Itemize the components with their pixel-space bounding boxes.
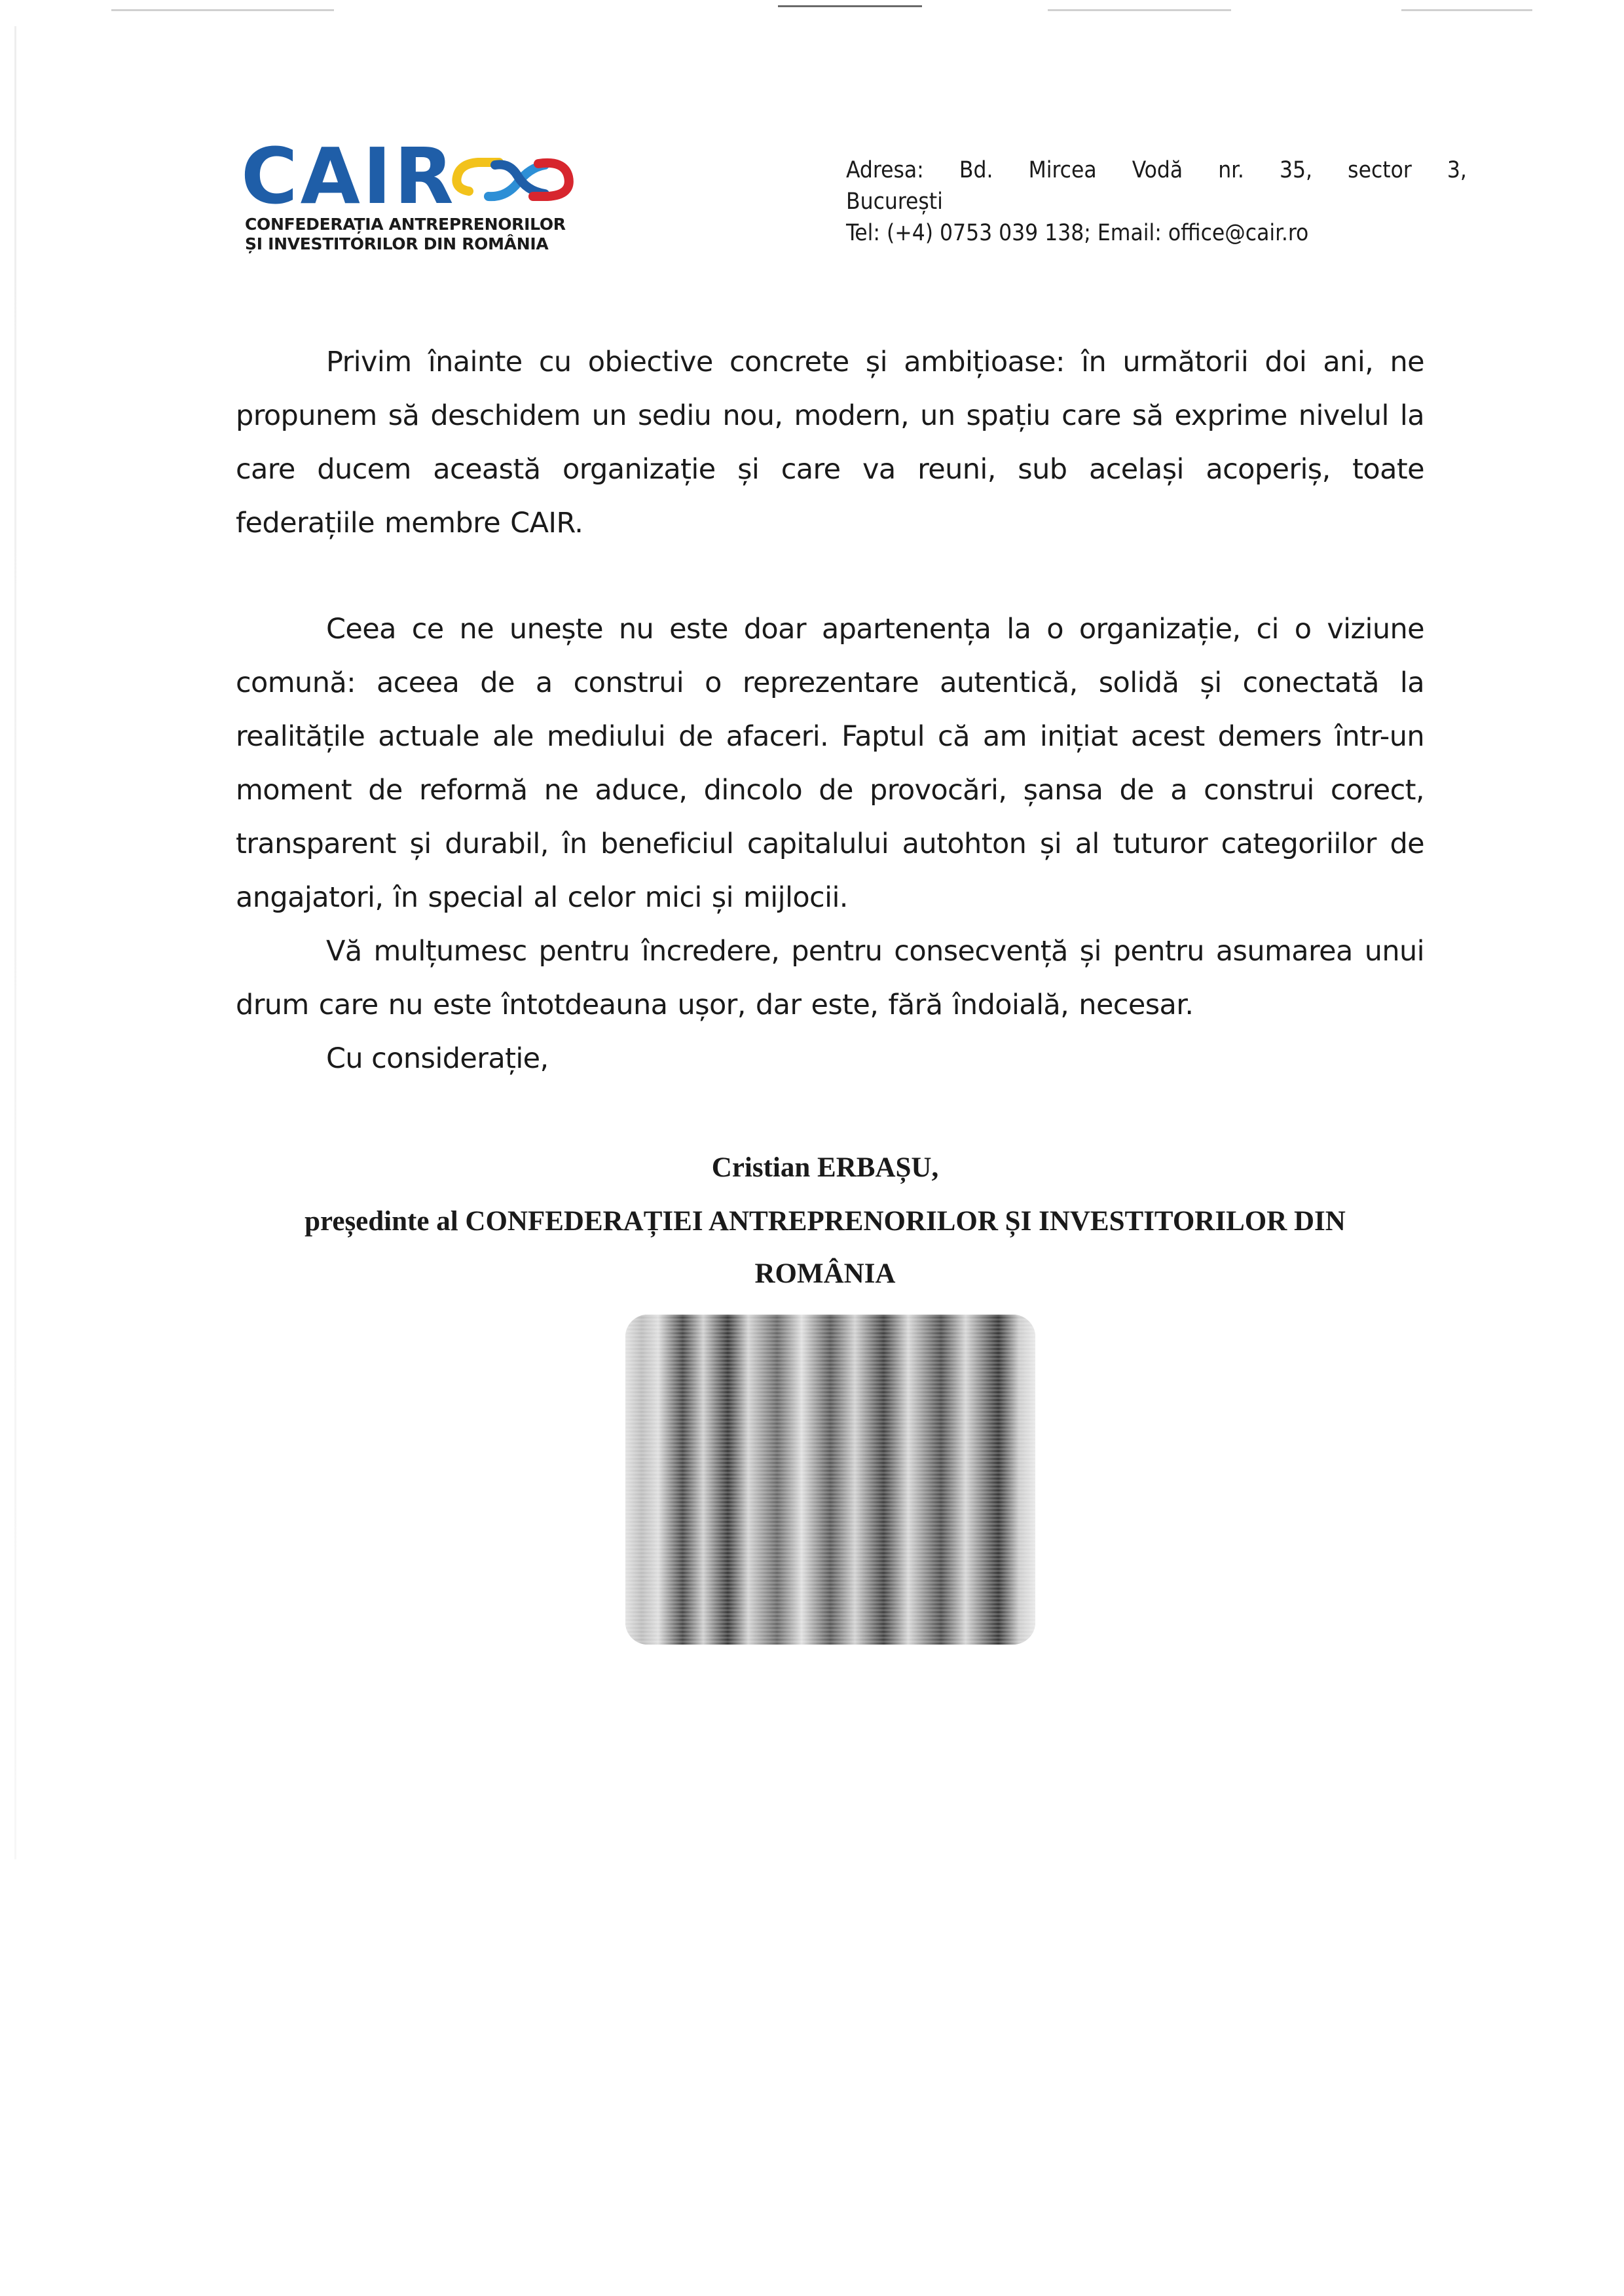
paragraph-text: Vă mulțumesc pentru încredere, pentru consecvență și pentru asumarea unui drum care nu este întotdeauna ușor, dar este, fără îndoială, necesar. bbox=[236, 935, 1424, 1021]
address-word: Adresa: bbox=[846, 157, 924, 183]
cair-logo bbox=[241, 131, 595, 255]
chain-link-icon bbox=[449, 151, 580, 210]
scan-artifact bbox=[111, 9, 334, 11]
redacted-signature bbox=[625, 1315, 1035, 1645]
address-line bbox=[846, 155, 1467, 186]
address-word: 35, bbox=[1280, 157, 1313, 183]
org-name-line-1: CONFEDERAȚIA ANTREPRENORILOR bbox=[245, 215, 566, 234]
address-word: Vodă bbox=[1132, 157, 1183, 183]
logo-wordmark: CAIR bbox=[241, 131, 456, 221]
address-city: București bbox=[846, 189, 943, 215]
scan-artifact bbox=[1048, 9, 1231, 11]
letter-paragraph bbox=[236, 602, 1424, 924]
signatory-title bbox=[183, 1195, 1467, 1300]
letter-paragraph bbox=[236, 335, 1424, 550]
scan-artifact bbox=[778, 5, 922, 7]
signatory-title-line: ROMÂNIA bbox=[754, 1258, 896, 1289]
address-word: sector bbox=[1348, 157, 1412, 183]
address-word: 3, bbox=[1447, 157, 1467, 183]
redaction-pattern bbox=[625, 1315, 1035, 1645]
paragraph-text: Privim înainte cu obiective concrete și ambițioase: în următorii doi ani, ne propunem să deschidem un sediu nou, modern, un spațiu care să exprime nivelul la care ducem această organizație și care va reuni, sub același acoperiș, toate federațiile membre CAIR. bbox=[236, 346, 1424, 539]
org-name-line-2: ȘI INVESTITORILOR DIN ROMÂNIA bbox=[245, 234, 549, 253]
signatory-name: Cristian ERBAȘU, bbox=[711, 1152, 939, 1183]
address-block bbox=[846, 155, 1467, 249]
address-word: Bd. bbox=[959, 157, 993, 183]
scan-edge bbox=[14, 26, 16, 1859]
paragraph-text: Ceea ce ne unește nu este doar apartenența la o organizație, ci o viziune comună: aceea de a construi o reprezentare autentică, solidă și conectată la realitățile actuale ale mediului de afaceri. Faptul că am inițiat acest demers într-un moment de reformă ne aduce, dincolo de provocări, șansa de a construi corect, transparent și durabil, în beneficiul capitalului autohton și al tuturor categoriilor de angajatori, în special al celor mici și mijlocii. bbox=[236, 613, 1424, 914]
signatory-title-line: președinte al CONFEDERAȚIEI ANTREPRENORILOR ȘI INVESTITORILOR DIN bbox=[304, 1206, 1346, 1237]
closing-salutation: Cu considerație, bbox=[326, 1042, 549, 1075]
scan-artifact bbox=[1401, 9, 1532, 11]
contact-line: Tel: (+4) 0753 039 138; Email: office@cair.ro bbox=[846, 220, 1309, 246]
address-word: Mircea bbox=[1028, 157, 1097, 183]
address-word: nr. bbox=[1218, 157, 1244, 183]
letter-paragraph bbox=[236, 924, 1424, 1032]
